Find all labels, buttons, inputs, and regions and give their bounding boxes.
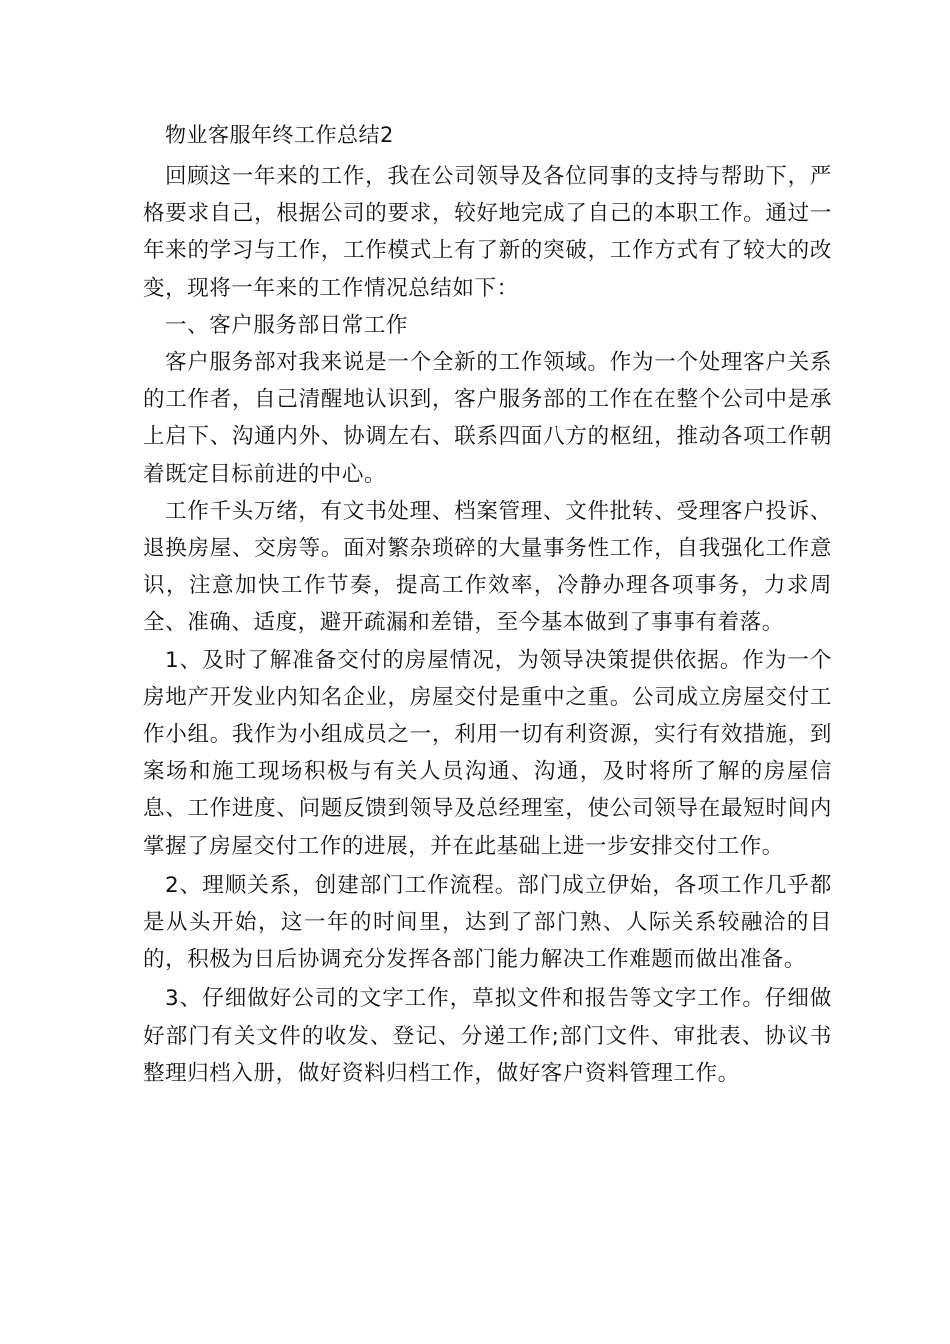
section-heading-daily-work: 一、客户服务部日常工作 [165, 312, 409, 338]
paragraph-item-1-house-delivery: 1、及时了解准备交付的房屋情况，为领导决策提供依据。作为一个房地产开发业内知名企业，房屋交付是重中之重。公司成立房屋交付工作小组。我作为小组成员之一，利用一切有利资源，实行有效措施，到案场和施工现场积极与有关人员沟通、沟通，及时将所了解的房屋信息、工作进度、问题反馈到领导及总经理室，使公司领导在最短时间内掌握了房屋交付工作的进展，并在此基础上进一步安排交付工作。 [143, 647, 832, 859]
paragraph-intro: 回顾这一年来的工作，我在公司领导及各位同事的支持与帮助下，严格要求自己，根据公司的要求，较好地完成了自己的本职工作。通过一年来的学习与工作，工作模式上有了新的突破，工作方式有了较大的改变，现将一年来的工作情况总结如下： [143, 164, 832, 301]
paragraph-item-3-documents: 3、仔细做好公司的文字工作，草拟文件和报告等文字工作。仔细做好部门有关文件的收发、登记、分递工作;部门文件、审批表、协议书整理归档入册，做好资料归档工作，做好客户资料管理工作。 [143, 986, 832, 1086]
paragraph-item-2-workflow: 2、理顺关系，创建部门工作流程。部门成立伊始，各项工作几乎都是从头开始，这一年的时间里，达到了部门熟、人际关系较融洽的目的，积极为日后协调充分发挥各部门能力解决工作难题而做出准备。 [143, 872, 832, 973]
document-title: 物业客服年终工作总结2 [165, 123, 394, 147]
paragraph-workload: 工作千头万绪，有文书处理、档案管理、文件批转、受理客户投诉、退换房屋、交房等。面对繁杂琐碎的大量事务性工作，自我强化工作意识，注意加快工作节奏，提高工作效率，冷静办理各项事务，力求周全、准确、适度，避开疏漏和差错，至今基本做到了事事有着落。 [143, 498, 832, 636]
paragraph-department-role: 客户服务部对我来说是一个全新的工作领域。作为一个处理客户关系的工作者，自己清醒地认识到，客户服务部的工作在在整个公司中是承上启下、沟通内外、协调左右、联系四面八方的枢纽，推动各项工作朝着既定目标前进的中心。 [143, 350, 832, 487]
